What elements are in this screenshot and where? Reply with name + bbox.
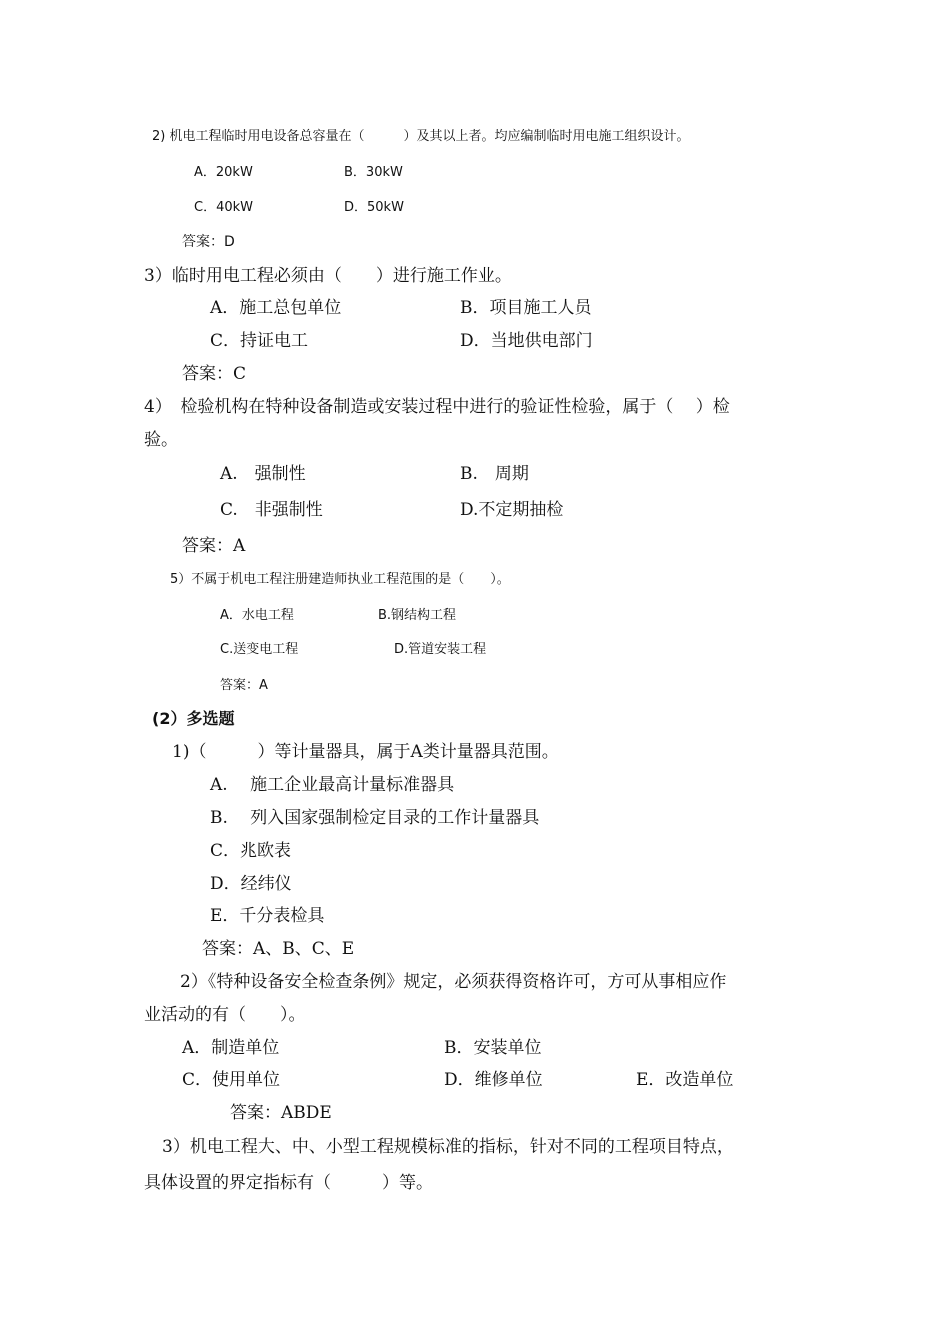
question-4-stem-line-2: 验。 xyxy=(144,430,178,450)
multi-question-1-option-a: A. 施工企业最高计量标准器具 xyxy=(210,775,455,795)
multi-question-2-option-c: C．使用单位 xyxy=(182,1070,281,1090)
section-heading-multiple-choice: (2）多选题 xyxy=(152,709,235,728)
question-4-answer: 答案：A xyxy=(182,536,246,556)
multi-question-2-option-a: A．制造单位 xyxy=(182,1038,280,1058)
multi-question-1-answer: 答案：A、B、C、E xyxy=(202,939,355,959)
multi-question-1-stem: 1)（ ）等计量器具，属于A类计量器具范围。 xyxy=(172,742,559,762)
multi-question-1-option-e: E．千分表检具 xyxy=(210,906,325,926)
question-3-answer: 答案：C xyxy=(182,364,247,384)
question-5-answer: 答案：A xyxy=(220,678,268,693)
multi-question-2-option-d: D．维修单位 xyxy=(444,1070,543,1090)
question-5-stem: 5）不属于机电工程注册建造师执业工程范围的是（ ）。 xyxy=(170,572,510,587)
question-3-stem: 3）临时用电工程必须由（ ）进行施工作业。 xyxy=(144,266,512,286)
question-2-answer: 答案：D xyxy=(182,234,235,250)
question-2-option-b: B．30kW xyxy=(344,165,403,180)
question-5-option-c: C.送变电工程 xyxy=(220,642,299,657)
question-2-option-d: D．50kW xyxy=(344,200,404,215)
question-2-stem: 2) 机电工程临时用电设备总容量在（ ）及其以上者。均应编制临时用电施工组织设计。 xyxy=(152,129,690,144)
question-3-option-c: C．持证电工 xyxy=(210,331,309,351)
multi-question-2-stem-line-1: 2）《特种设备安全检查条例》规定，必须获得资格许可，方可从事相应作 xyxy=(180,972,727,992)
question-4-option-d: D.不定期抽检 xyxy=(460,500,564,520)
question-4-option-a: A. 强制性 xyxy=(220,464,306,484)
multi-question-3-stem-line-1: 3）机电工程大、中、小型工程规模标准的指标，针对不同的工程项目特点， xyxy=(162,1137,734,1157)
multi-question-2-option-e: E．改造单位 xyxy=(636,1070,734,1090)
question-4-option-b: B. 周期 xyxy=(460,464,529,484)
question-3-option-d: D．当地供电部门 xyxy=(460,331,593,351)
multi-question-2-option-b: B．安装单位 xyxy=(444,1038,542,1058)
question-3-option-a: A．施工总包单位 xyxy=(210,298,342,318)
question-2-option-a: A．20kW xyxy=(194,165,253,180)
question-5-option-a: A．水电工程 xyxy=(220,608,294,623)
multi-question-1-option-d: D．经纬仪 xyxy=(210,874,292,894)
question-3-option-b: B．项目施工人员 xyxy=(460,298,592,318)
question-5-option-d: D.管道安装工程 xyxy=(394,642,487,657)
question-2-option-c: C．40kW xyxy=(194,200,254,215)
multi-question-2-stem-line-2: 业活动的有（ ）。 xyxy=(144,1005,306,1025)
multi-question-3-stem-line-2: 具体设置的界定指标有（ ）等。 xyxy=(144,1173,433,1193)
multi-question-1-option-c: C．兆欧表 xyxy=(210,841,292,861)
question-4-option-c: C. 非强制性 xyxy=(220,500,323,520)
question-5-option-b: B.钢结构工程 xyxy=(378,608,457,623)
multi-question-1-option-b: B. 列入国家强制检定目录的工作计量器具 xyxy=(210,808,540,828)
question-4-stem-line-1: 4） 检验机构在特种设备制造或安装过程中进行的验证性检验，属于（ ）检 xyxy=(144,397,730,417)
multi-question-2-answer: 答案：ABDE xyxy=(230,1103,332,1123)
